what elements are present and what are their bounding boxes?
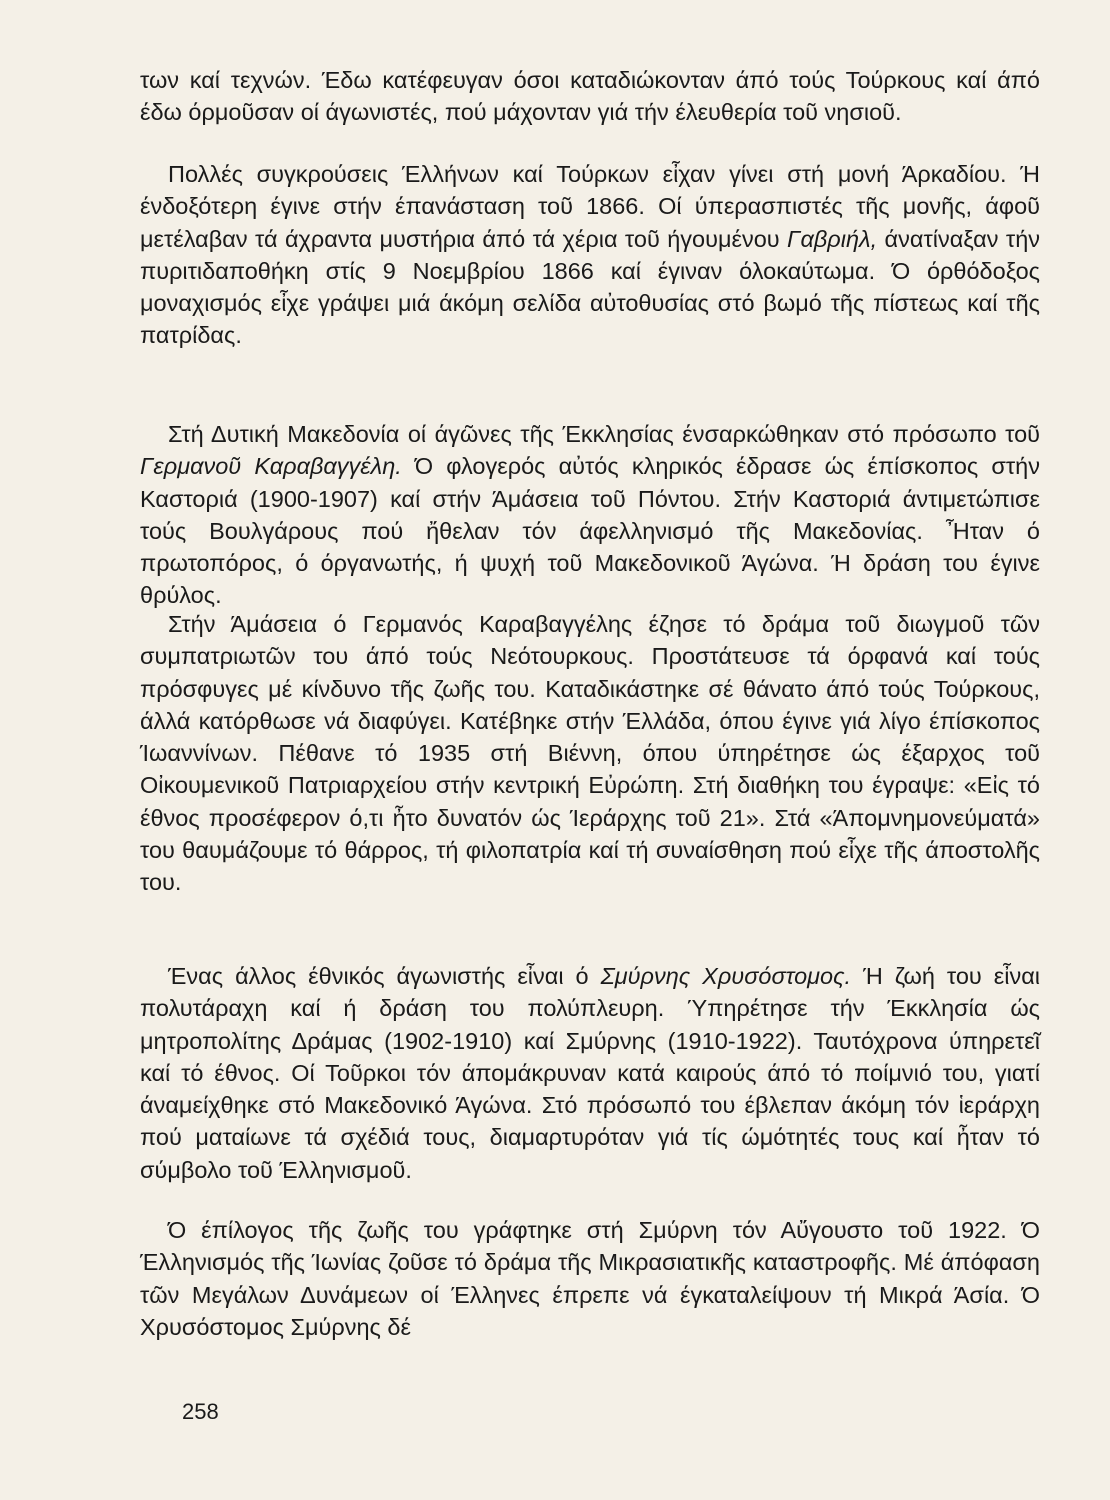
- paragraph-4: [140, 608, 1040, 899]
- paragraph-text-part: Ή ζωή του εἶναι πολυτάραχη καί ή δράση του πολύπλευρη. Ύπηρέτησε τήν Έκκλησία ώς μητροπολίτης Δράμας (1902-1910) καί Σμύρνης (1910-1922). Ταυτόχρονα ύπηρετεῖ καί τό έθνος. Οί Τοῦρκοι τόν άπομάκρυναν κατά καιρούς άπό τό ποίμνιό του, γιατί άναμείχθηκε στό Μακεδονικό Άγώνα. Στό πρόσωπό του έβλεπαν άκόμη τόν ἱεράρχη πού ματαίωνε τά σχέδιά τους, διαμαρτυρόταν γιά τίς ώμότητές τους καί ἦταν τό σύμβολο τοῦ Έλληνισμοῦ.: [140, 963, 1041, 1183]
- paragraph-text-part: Στή Δυτική Μακεδονία οί άγῶνες τῆς Έκκλησίας ένσαρκώθηκαν στό πρόσωπο τοῦ: [168, 421, 1040, 447]
- paragraph-5: [140, 960, 1040, 1186]
- paragraph-text-part: Πολλές συγκρούσεις Έλλήνων καί Τούρκων εἶχαν γίνει στή μονή Άρκαδίου. Ή ένδοξότερη έγινε στήν έπανάσταση τοῦ 1866. Οί ύπερασπιστές τῆς μονῆς, άφοῦ μετέλαβαν τά άχραντα μυστήρια άπό τά χέρια τοῦ ήγουμένου: [140, 161, 1040, 252]
- paragraph-text-part: Ένας άλλος έθνικός άγωνιστής εἶναι ό: [168, 963, 589, 989]
- paragraph-text: [140, 418, 1040, 612]
- paragraph-1: [140, 64, 1040, 129]
- emphasis-name: Γερμανοῦ Καραβαγγέλη.: [140, 453, 402, 480]
- paragraph-3: [140, 418, 1040, 612]
- paragraph-text-part: Ό φλογερός αὐτός κληρικός έδρασε ώς έπίσκοπος στήν Καστοριά (1900-1907) καί στήν Άμάσεια τοῦ Πόντου. Στήν Καστοριά άντιμετώπισε τούς Βουλγάρους πού ἤθελαν τόν άφελληνισμό τῆς Μακεδονίας. Ἦταν ό πρωτοπόρος, ό όργανωτής, ή ψυχή τοῦ Μακεδονικοῦ Άγώνα. Ή δράση του έγινε θρύλος.: [140, 453, 1040, 609]
- paragraph-text: των καί τεχνών. Έδω κατέφευγαν όσοι καταδιώκονταν άπό τούς Τούρκους καί άπό έδω όρμοῦσαν οί άγωνιστές, πού μάχονταν γιά τήν έλευθερία τοῦ νησιοῦ.: [140, 67, 1040, 126]
- paragraph-text: Ό έπίλογος τῆς ζωῆς του γράφτηκε στή Σμύρνη τόν Αὔγουστο τοῦ 1922. Ό Έλληνισμός τῆς Ίωνίας ζοῦσε τό δράμα τῆς Μικρασιατικῆς καταστροφῆς. Μέ άπόφαση τῶν Μεγάλων Δυνάμεων οί Έλληνες έπρεπε νά έγκαταλείψουν τή Μικρά Άσία. Ό Χρυσόστομος Σμύρνης δέ: [140, 1217, 1040, 1340]
- paragraph-text: [140, 960, 1040, 1186]
- paragraph-text: [140, 158, 1040, 352]
- paragraph-text: Στήν Άμάσεια ό Γερμανός Καραβαγγέλης έζησε τό δράμα τοῦ διωγμοῦ τῶν συμπατριωτῶν του άπό τούς Νεότουρκους. Προστάτευσε τά όρφανά καί τούς πρόσφυγες μέ κίνδυνο τῆς ζωῆς του. Καταδικάστηκε σέ θάνατο άπό τούς Τούρκους, άλλά κατόρθωσε νά διαφύγει. Κατέβηκε στήν Έλλάδα, όπου έγινε γιά λίγο έπίσκοπος Ίωαννίνων. Πέθανε τό 1935 στή Βιέννη, όπου ύπηρέτησε ώς έξαρχος τοῦ Οἰκουμενικοῦ Πατριαρχείου στήν κεντρική Εὐρώπη. Στή διαθήκη του έγραψε: «Εἰς τό έθνος προσέφερον ό,τι ἦτο δυνατόν ώς Ίεράρχης τοῦ 21». Στά «Άπομνημονεύματά» του θαυμάζουμε τό θάρρος, τή φιλοπατρία καί τή συναίσθηση πού εἶχε τῆς άποστολῆς του.: [140, 611, 1040, 896]
- paragraph-6: [140, 1214, 1040, 1343]
- emphasis-name: Σμύρνης Χρυσόστομος.: [600, 963, 852, 989]
- paragraph-2: [140, 158, 1040, 352]
- page-number: 258: [182, 1399, 219, 1424]
- paragraph-text-part: άνατίναξαν τήν πυριτιδαποθήκη στίς 9 Νοεμβρίου 1866 καί έγιναν όλοκαύτωμα. Ό όρθόδοξος μοναχισμός εἶχε γράψει μιά άκόμη σελίδα αὐτοθυσίας στό βωμό τῆς πίστεως καί τῆς πατρίδας.: [140, 225, 1041, 349]
- emphasis-name: Γαβριήλ,: [787, 225, 878, 252]
